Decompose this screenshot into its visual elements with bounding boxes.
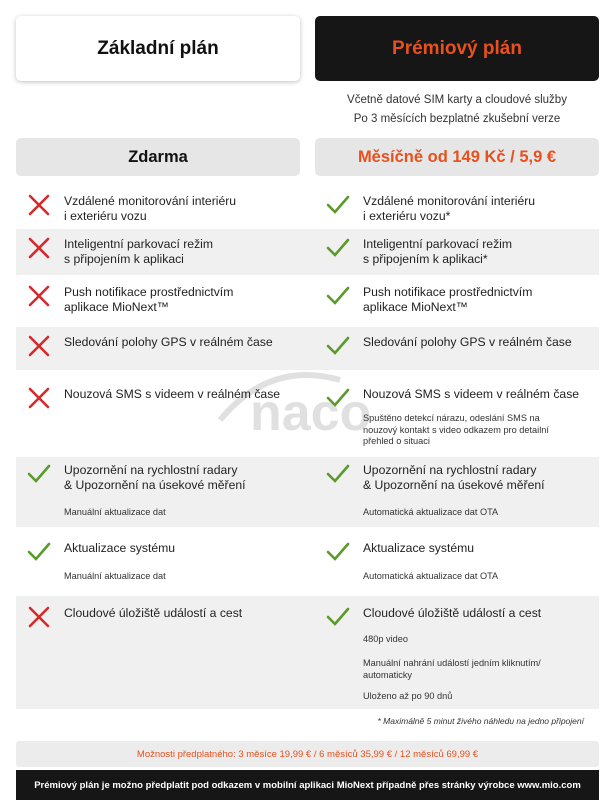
check-icon	[325, 385, 351, 411]
cross-icon	[26, 604, 52, 630]
feature-note: Manuální aktualizace dat	[64, 507, 166, 517]
subscription-options-text: Možnosti předplatného: 3 měsíce 19,99 € / 6 měsíců 35,99 € / 12 měsíců 69,99 €	[136, 748, 479, 760]
feature-label	[64, 541, 300, 556]
cross-icon	[26, 235, 52, 261]
feature-note: Manuální nahrání událostí jedním kliknutím/	[363, 658, 541, 668]
feature-label-line: Inteligentní parkovací režim	[64, 237, 214, 251]
feature-label	[363, 387, 599, 402]
check-icon	[325, 461, 351, 487]
feature-note: Uloženo až po 90 dnů	[363, 691, 453, 701]
feature-label	[64, 194, 300, 223]
check-icon	[325, 604, 351, 630]
feature-label-line: i exteriéru vozu*	[363, 208, 451, 223]
check-icon	[325, 235, 351, 261]
feature-label-line: Push notifikace prostřednictvím	[64, 285, 234, 299]
feature-label-line: Inteligentní parkovací režim	[363, 237, 513, 251]
feature-note: Automatická aktualizace dat OTA	[363, 571, 499, 581]
feature-label	[64, 387, 300, 402]
cross-icon	[26, 192, 52, 218]
subscription-options-bar	[16, 741, 599, 767]
feature-label	[363, 606, 599, 621]
feature-label	[363, 541, 599, 556]
feature-label-line: aplikace MioNext™	[64, 299, 169, 314]
feature-label-line: Sledování polohy GPS v reálném čase	[363, 335, 572, 349]
feature-label	[363, 194, 599, 223]
feature-label-line: Vzdálené monitorování interiéru	[64, 194, 237, 208]
check-icon	[26, 539, 52, 565]
cross-icon	[26, 283, 52, 309]
feature-note: Manuální aktualizace dat	[64, 571, 166, 581]
feature-label-line: i exteriéru vozu	[64, 208, 147, 223]
feature-note: nouzový kontakt s video odkazem pro detailní	[363, 424, 549, 435]
premium-price-box	[315, 138, 599, 176]
feature-label-line: Aktualizace systému	[363, 541, 475, 555]
feature-label-line: Upozornění na rychlostní radary	[64, 463, 238, 477]
feature-label-line: Aktualizace systému	[64, 541, 176, 555]
cross-icon	[26, 333, 52, 359]
feature-label-line: & Upozornění na úsekové měření	[363, 477, 545, 492]
check-icon	[26, 461, 52, 487]
premium-subtitle-line: Včetně datové SIM karty a cloudové služby	[347, 94, 567, 106]
feature-label-line: Cloudové úložiště událostí a cest	[64, 606, 243, 620]
premium-plan-title: Prémiový plán	[392, 37, 522, 59]
feature-label-line: Push notifikace prostřednictvím	[363, 285, 533, 299]
feature-label-line: & Upozornění na úsekové měření	[64, 477, 246, 492]
basic-price: Zdarma	[128, 147, 188, 166]
check-icon	[325, 283, 351, 309]
feature-label	[64, 463, 300, 492]
feature-label-line: s připojením k aplikaci	[64, 251, 184, 266]
check-icon	[325, 333, 351, 359]
feature-label	[64, 237, 300, 266]
feature-label-line: Upozornění na rychlostní radary	[363, 463, 537, 477]
feature-label-line: Nouzová SMS s videem v reálném čase	[64, 387, 281, 401]
feature-note: 480p video	[363, 634, 408, 644]
feature-label	[363, 463, 599, 492]
feature-note: Spuštěno detekcí nárazu, odeslání SMS na	[363, 413, 540, 423]
bottom-info-bar	[16, 770, 599, 800]
basic-plan-title: Základní plán	[97, 37, 219, 59]
feature-label-line: Sledování polohy GPS v reálném čase	[64, 335, 273, 349]
basic-plan-header	[16, 16, 300, 81]
feature-label-line: aplikace MioNext™	[363, 299, 468, 314]
check-icon	[325, 192, 351, 218]
feature-label	[363, 335, 599, 350]
feature-label	[363, 285, 599, 314]
feature-label	[64, 285, 300, 314]
feature-note: Automatická aktualizace dat OTA	[363, 507, 499, 517]
feature-label	[64, 335, 300, 350]
bottom-info-text: Prémiový plán je možno předplatit pod odkazem v mobilní aplikaci MioNext případně přes stránky výrobce www.mio.com	[34, 779, 581, 791]
feature-note: automaticky	[363, 670, 413, 680]
feature-label-line: s připojením k aplikaci*	[363, 251, 488, 266]
check-icon	[325, 539, 351, 565]
feature-label-line: Cloudové úložiště událostí a cest	[363, 606, 542, 620]
watermark-text: naco	[250, 384, 372, 440]
feature-label-line: Vzdálené monitorování interiéru	[363, 194, 536, 208]
basic-price-box	[16, 138, 300, 176]
premium-subtitle-line: Po 3 měsících bezplatné zkušební verze	[353, 113, 561, 125]
feature-label	[64, 606, 300, 621]
premium-price: Měsíčně od 149 Kč / 5,9 €	[357, 147, 557, 166]
feature-note: přehled o situaci	[363, 436, 430, 446]
footnote: * Maximálně 5 minut živého náhledu na jedno připojení	[377, 716, 584, 726]
premium-plan-header	[315, 16, 599, 81]
cross-icon	[26, 385, 52, 411]
feature-label	[363, 237, 599, 266]
feature-label-line: Nouzová SMS s videem v reálném čase	[363, 387, 580, 401]
